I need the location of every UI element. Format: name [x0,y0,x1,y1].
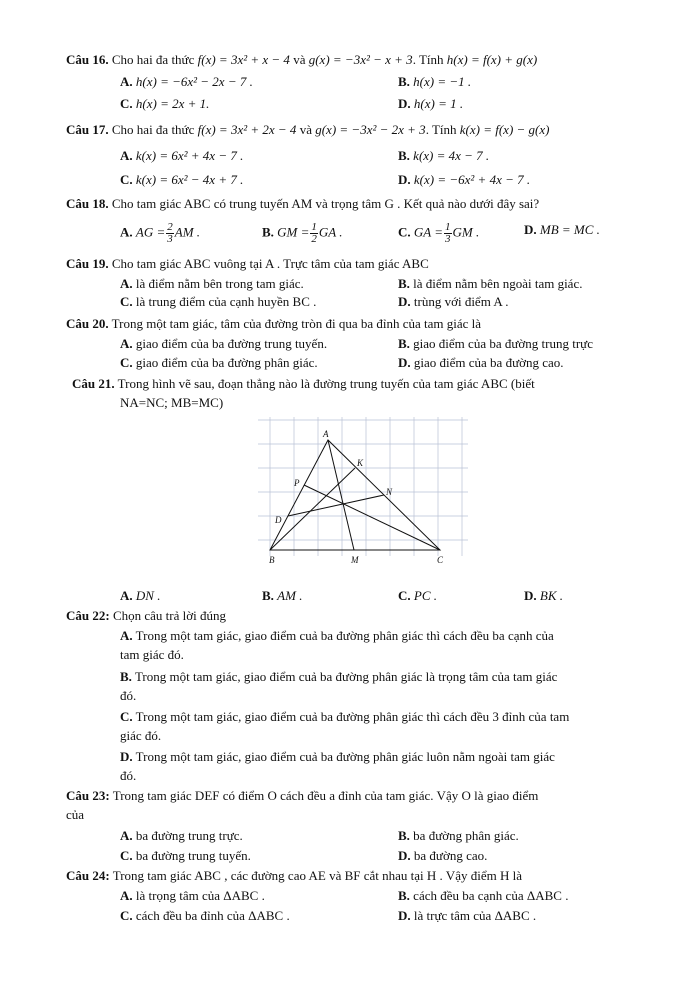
q17-option-d[interactable] [398,172,530,188]
triangle-abc [270,440,440,550]
option-text: giao điểm của ba đường cao. [413,355,564,370]
point-labels [269,429,444,565]
q20-stem [66,316,481,332]
q22-stem [66,608,226,624]
q18-stem [66,196,539,212]
q16-option-a[interactable] [120,74,253,90]
q23-option-d[interactable] [398,848,487,864]
option-key: B. [262,588,274,603]
option-text: ba đường phân giác. [413,828,519,843]
q17-ask: k(x) = f(x) − g(x) [459,122,550,137]
fraction-numerator: 1 [311,221,317,233]
option-key: A. [120,336,133,351]
q20-stem-text: Trong một tam giác, tâm của đường tròn đi qua ba đỉnh của tam giác là [111,316,482,331]
option-key: A. [120,224,133,240]
q23-option-b[interactable] [398,828,519,844]
fraction [310,222,318,245]
option-text: ba đường cao. [413,848,488,863]
grid-lines [258,417,468,556]
q18-stem-text: Cho tam giác ABC có trung tuyến AM và trọng tâm G . Kết quả nào dưới đây sai? [111,196,540,211]
q19-option-b[interactable] [398,276,582,292]
q17-stem [66,122,549,138]
label-a: A [323,429,329,439]
label-p: P [294,478,300,488]
option-text: GA = [413,224,444,240]
q17-option-a[interactable] [120,148,243,164]
q23-stem [66,788,538,804]
q19-number: Câu 19. [66,256,109,271]
option-text: là trực tâm của ΔABC . [413,908,537,923]
triangle-segments [270,440,440,550]
option-key: D. [398,848,411,863]
option-text: k(x) = −6x² + 4x − 7 . [413,172,531,187]
q22-option-a-cont: tam giác đó. [120,647,184,662]
fraction-numerator: 2 [167,221,173,233]
option-key: D. [524,588,537,603]
q20-number: Câu 20. [66,316,109,331]
q22-option-b-cont: đó. [120,688,137,703]
q16-option-d[interactable] [398,96,463,112]
option-key: C. [120,96,133,111]
option-text: DN . [135,588,161,603]
q16-stem-text: Cho hai đa thức [111,52,195,67]
q17-g: g(x) = −3x² − 2x + 3 [315,122,426,137]
fraction [444,222,452,245]
option-key: C. [120,355,133,370]
option-key: C. [120,908,133,923]
q24-stem [66,868,522,884]
option-text: cách đều ba cạnh của ΔABC . [413,888,569,903]
option-text: h(x) = 2x + 1. [135,96,210,111]
q24-option-a[interactable] [120,888,265,904]
option-text: AM . [277,588,303,603]
option-key: D. [120,749,133,764]
segment-dn [288,495,384,516]
option-key: D. [398,294,411,309]
option-key: C. [120,848,133,863]
option-text: h(x) = −6x² − 2x − 7 . [135,74,253,89]
option-text: Trong một tam giác, giao điểm cuả ba đường phân giác là trọng tâm của tam giác [134,669,558,684]
q22-option-b[interactable] [120,669,557,685]
q22-number: Câu 22: [66,608,110,623]
q17-option-c[interactable] [120,172,243,188]
option-key: B. [398,74,410,89]
option-key: C. [398,588,411,603]
option-key: B. [120,669,132,684]
q21-option-d[interactable] [524,588,563,604]
q24-option-d[interactable] [398,908,536,924]
option-text: Trong một tam giác, giao điểm cuả ba đường phân giác luôn nằm ngoài tam giác [135,749,555,764]
option-key: D. [398,355,411,370]
option-text: giao điểm của ba đường phân giác. [135,355,318,370]
option-text: PC . [413,588,438,603]
q18-number: Câu 18. [66,196,109,211]
q22-option-c-cont: giác đó. [120,728,162,743]
q16-f: f(x) = 3x² + x − 4 [197,52,290,67]
q19-option-d[interactable] [398,294,509,310]
option-text: trùng với điểm A . [413,294,509,309]
option-text: Trong một tam giác, giao điểm cuả ba đường phân giác thì cách đều 3 đỉnh của tam [135,709,570,724]
option-key: A. [120,588,133,603]
option-key: B. [398,148,410,163]
q16-stem [66,52,537,68]
q19-option-c[interactable] [120,294,316,310]
q23-number: Câu 23: [66,788,110,803]
q20-option-a[interactable] [120,336,327,352]
q23-option-c[interactable] [120,848,251,864]
option-key: C. [398,224,411,240]
option-text: là trọng tâm của ΔABC . [135,888,265,903]
q24-option-b[interactable] [398,888,568,904]
option-key: D. [398,172,411,187]
q16-ask-text: . Tính [412,52,444,67]
q16-g: g(x) = −3x² − x + 3 [308,52,413,67]
option-key: A. [120,828,133,843]
q20-option-d[interactable] [398,355,564,371]
q19-stem-text: Cho tam giác ABC vuông tại A . Trực tâm của tam giác ABC [111,256,429,271]
option-text: là điểm nằm bên trong tam giác. [135,276,304,291]
q22-stem-text: Chọn câu trả lời đúng [112,608,226,623]
q22-option-a[interactable] [120,628,554,644]
label-n: N [386,487,393,497]
q20-option-b[interactable] [398,336,593,352]
q16-option-c[interactable] [120,96,209,112]
option-key: C. [120,294,133,309]
label-c: C [437,555,444,565]
option-text: là điểm nằm bên ngoài tam giác. [413,276,583,291]
q22-option-d[interactable] [120,749,555,765]
q20-option-c[interactable] [120,355,318,371]
option-text: BK . [539,588,564,603]
fraction-denominator: 3 [445,233,451,245]
q21-option-a[interactable] [120,588,160,604]
option-key: B. [262,224,274,240]
option-text: là trung điểm của cạnh huyền BC . [135,294,317,309]
option-text: k(x) = 6x² − 4x + 7 . [135,172,244,187]
option-text: h(x) = −1 . [413,74,472,89]
option-text: ba đường trung tuyến. [135,848,251,863]
q23-option-a[interactable] [120,828,243,844]
q21-stem-line2: NA=NC; MB=MC) [120,395,224,410]
option-key: A. [120,888,133,903]
q21-option-b[interactable] [262,588,302,604]
q21-stem-text: Trong hình vẽ sau, đoạn thẳng nào là đường trung tuyến của tam giác ABC (biết [117,376,535,391]
q17-number: Câu 17. [66,122,109,137]
q18-option-c[interactable] [398,222,479,245]
q18-option-a[interactable] [120,222,200,245]
option-key: D. [524,222,537,237]
q18-option-b[interactable] [262,222,343,245]
q24-stem-text: Trong tam giác ABC , các đường cao AE và BF cắt nhau tại H . Vậy điểm H là [112,868,522,883]
q23-stem-line2: của [66,807,85,822]
q18-option-d[interactable] [524,222,600,238]
q24-option-c[interactable] [120,908,290,924]
q22-option-c[interactable] [120,709,569,725]
option-key: D. [398,908,411,923]
option-key: D. [398,96,411,111]
label-m: M [351,555,359,565]
q17-f: f(x) = 3x² + 2x − 4 [197,122,297,137]
option-text-tail: GA . [318,224,343,240]
q21-number: Câu 21. [72,376,115,391]
option-key: A. [120,74,133,89]
option-text-tail: GM . [452,224,480,240]
q17-stem-text: Cho hai đa thức [111,122,195,137]
q16-and: và [293,52,306,67]
option-key: A. [120,148,133,163]
label-b: B [269,555,275,565]
q16-option-b[interactable] [398,74,471,90]
fraction [166,222,174,245]
q21-triangle-figure [246,414,476,572]
q17-and: và [299,122,312,137]
option-text: k(x) = 4x − 7 . [413,148,490,163]
option-text: AG = [135,224,166,240]
option-text: MB = MC . [539,222,600,237]
q23-stem-text: Trong tam giác DEF có điểm O cách đều a đỉnh của tam giác. Vậy O là giao điểm [112,788,539,803]
option-text: Trong một tam giác, giao điểm cuả ba đường phân giác thì cách đều ba cạnh của [135,628,554,643]
fraction-numerator: 1 [445,221,451,233]
label-k: K [357,458,364,468]
option-text: giao điểm của ba đường trung trực [413,336,593,351]
option-key: C. [120,709,133,724]
option-text: cách đều ba đỉnh của ΔABC . [135,908,290,923]
label-d: D [275,515,282,525]
q19-option-a[interactable] [120,276,304,292]
q17-option-b[interactable] [398,148,489,164]
q16-ask: h(x) = f(x) + g(x) [446,52,538,67]
q22-option-d-cont: đó. [120,768,137,783]
q21-option-c[interactable] [398,588,437,604]
option-key: B. [398,276,410,291]
option-key: B. [398,888,410,903]
q16-number: Câu 16. [66,52,109,67]
option-text: giao điểm của ba đường trung tuyến. [135,336,328,351]
option-text-tail: AM . [174,224,201,240]
option-key: B. [398,336,410,351]
fraction-denominator: 2 [311,233,317,245]
q21-stem [72,376,535,392]
option-text: k(x) = 6x² + 4x − 7 . [135,148,244,163]
option-text: GM = [277,224,310,240]
option-key: C. [120,172,133,187]
q19-stem [66,256,429,272]
option-text: h(x) = 1 . [413,96,464,111]
option-text: ba đường trung trực. [135,828,243,843]
option-key: A. [120,628,133,643]
q17-ask-text: . Tính [425,122,457,137]
option-key: A. [120,276,133,291]
segment-am [328,440,354,550]
fraction-denominator: 3 [167,233,173,245]
q24-number: Câu 24: [66,868,110,883]
option-key: B. [398,828,410,843]
